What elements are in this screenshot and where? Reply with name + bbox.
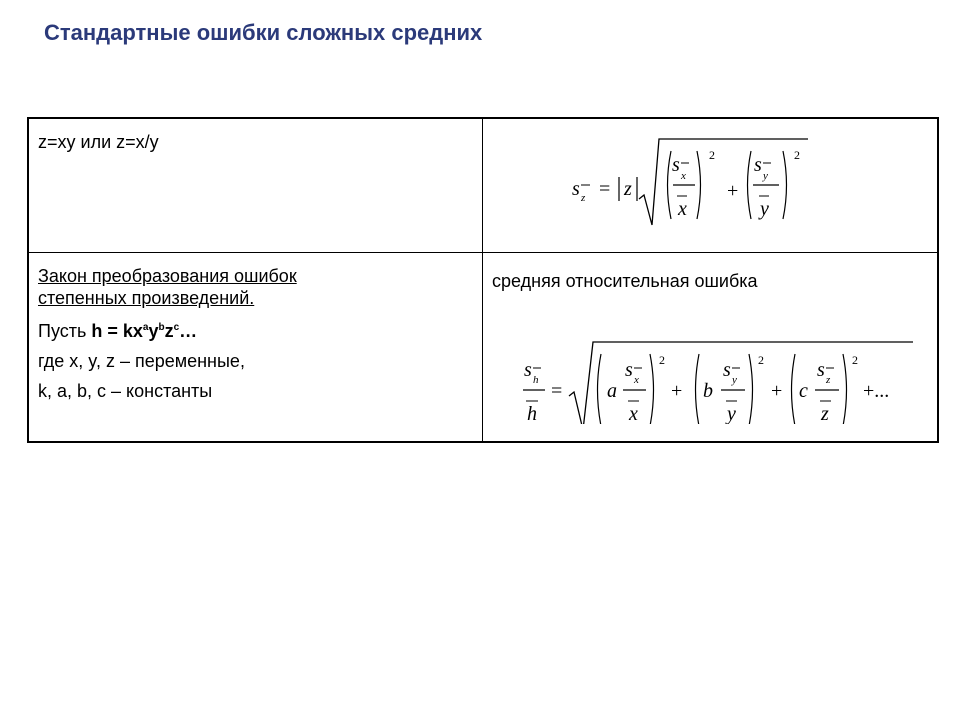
term-z-s: s [817, 359, 825, 381]
ellipsis: … [179, 321, 198, 341]
term-x-s: s [672, 154, 680, 176]
term-y-den: y [727, 403, 736, 424]
exponent: 2 [709, 148, 715, 162]
paren-left [748, 151, 752, 219]
coef-b: b [703, 380, 713, 402]
formula-sub-h: h [533, 374, 539, 386]
paren-left [792, 354, 796, 424]
plus-sign: + [727, 180, 739, 202]
law-line-1: Закон преобразования ошибок [38, 266, 297, 286]
paren-right [783, 151, 787, 219]
term-y-s: s [723, 359, 731, 381]
term-x-s: s [625, 359, 633, 381]
formula-sub-z: z [581, 192, 586, 204]
equals-sign: = [599, 178, 611, 200]
exponent: 2 [758, 353, 764, 367]
var-z: z [164, 321, 174, 341]
h-expression [91, 321, 197, 341]
exponent: 2 [659, 353, 665, 367]
formula-s: s [572, 178, 580, 200]
exp-c: c [173, 322, 180, 333]
term-z-den: z [821, 403, 829, 424]
formula-sz [483, 119, 937, 247]
term-x-sub: x [681, 170, 686, 182]
law-line-2: степенных произведений. [38, 288, 255, 308]
term-z-sub: z [826, 374, 831, 386]
exp-b: b [158, 322, 165, 333]
term-y-sub: y [763, 170, 768, 182]
paren-right [650, 354, 654, 424]
relative-error-heading: средняя относительная ошибка [492, 271, 758, 291]
table-row [28, 253, 938, 442]
paren-right [697, 151, 701, 219]
term-x-den: x [629, 403, 638, 424]
exponent: 2 [794, 148, 800, 162]
formula-s: s [524, 359, 532, 381]
term-y-sub: y [732, 374, 737, 386]
let-prefix: Пусть [38, 321, 92, 341]
formula-z: z [624, 178, 632, 200]
term-y-den: y [760, 198, 769, 220]
coef-c: c [799, 380, 808, 402]
paren-left [696, 354, 700, 424]
where-line: где x, y, z – переменные, [38, 351, 245, 371]
plus-sign: + [771, 380, 783, 402]
formula-table [27, 117, 939, 443]
page-title: Стандартные ошибки сложных средних [44, 20, 483, 45]
plus-sign: + [671, 380, 683, 402]
formula-sh [483, 284, 937, 424]
cell-product-quotient [28, 118, 483, 253]
paren-left [668, 151, 672, 219]
formula-h-den: h [527, 403, 537, 424]
let-line [38, 317, 473, 342]
equals-sign: = [551, 380, 563, 402]
cell-relative-error [483, 253, 939, 442]
coef-a: a [607, 380, 617, 402]
term-y-s: s [754, 154, 762, 176]
paren-left [598, 354, 602, 424]
var-y: y [148, 321, 159, 341]
radical-sign [569, 342, 913, 424]
term-x-sub: x [634, 374, 639, 386]
cell-power-law [28, 253, 483, 442]
const-line: k, a, b, c – константы [38, 381, 213, 401]
paren-right [843, 354, 847, 424]
product-quotient-label: z=xy или z=x/y [38, 132, 159, 152]
exponent: 2 [852, 353, 858, 367]
paren-right [749, 354, 753, 424]
cell-formula-z [483, 118, 939, 253]
table-row [28, 118, 938, 253]
h-eq: h = kx [91, 321, 143, 341]
term-x-den: x [678, 198, 687, 220]
exp-a: a [142, 322, 149, 333]
law-heading [38, 265, 473, 309]
tail-ellipsis: +... [863, 380, 890, 402]
